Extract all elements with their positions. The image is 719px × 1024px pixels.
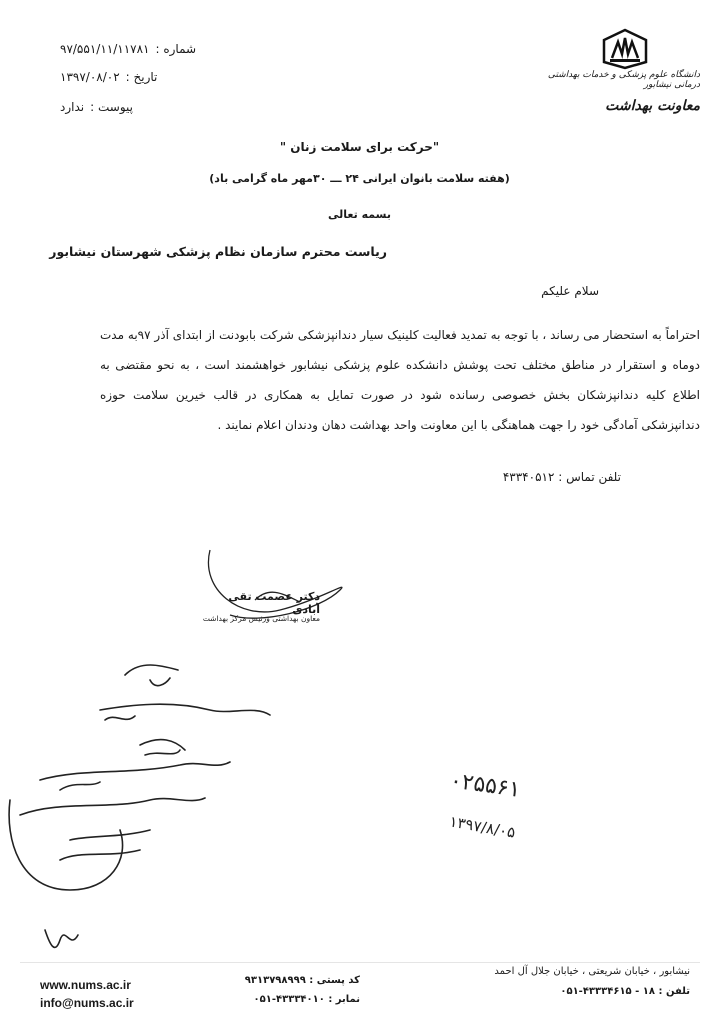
contact-phone: تلفن تماس : ۴۳۳۴۰۵۱۲ <box>502 470 621 484</box>
letter-date-row <box>60 70 250 84</box>
email-link[interactable]: info@nums.ac.ir <box>40 996 134 1010</box>
greeting: سلام علیکم <box>541 284 599 298</box>
footer-phones: تلفن : ۱۸ - ۴۳۳۳۴۶۱۵-۰۵۱ <box>560 986 690 997</box>
attachment-value: ندارد <box>60 100 85 114</box>
number-label: شماره : <box>155 42 197 56</box>
stamp-date: ۱۳۹۷/۸/۰۵ <box>448 812 517 842</box>
number-value: ۹۷/۵۵۱/۱۱/۱۱۷۸۱ <box>60 42 150 56</box>
basmala: بسمه تعالی <box>328 208 391 221</box>
signer-title: معاون بهداشتی ورئیس مرکز بهداشت <box>202 614 320 623</box>
attachment-row <box>60 100 250 114</box>
fax-number: نمابر : ۴۳۳۳۴۰۱۰-۰۵۱ <box>253 994 360 1005</box>
department-name: معاونت بهداشت <box>605 98 700 114</box>
signer-name: دکتر عصمت تقی آبادی <box>228 590 320 616</box>
recipient: ریاست محترم سازمان نظام پزشکی شهرستان نیشابور <box>49 244 387 259</box>
attachment-label: پیوست : <box>90 100 133 114</box>
letter-number-row <box>60 42 250 56</box>
university-logo-icon <box>600 28 650 70</box>
address: نیشابور ، خیابان شریعتی ، خیابان جلال آل احمد <box>494 966 690 977</box>
letter-body: احتراماً به استحضار می رساند ، با توجه به تمدید فعالیت کلینیک سیار دندانپزشکی شرکت بابودنت از ابتدای آذر ۹۷به مدت دوماه و استقرار در مناطق مختلف تحت پوشش دانشکده علوم پزشکی نیشابور خواهشمند است ، به نحو مقتضی به اطلاع کلیه دندانپزشکان بخش خصوصی رسانده شود در صورت تمایل به همکاری در قالب خیرین سلامت حوزه دندانپزشکی آمادگی خود را جهت هماهنگی با این معاونت واحد بهداشت دهان ودندان اعلام نمایند . <box>100 328 700 432</box>
handwritten-note-icon <box>0 650 300 970</box>
website-link[interactable]: www.nums.ac.ir <box>40 978 131 992</box>
stamp-number: ۰۲۵۵۶۱ <box>448 768 523 803</box>
date-label: تاریخ : <box>125 70 158 84</box>
organization-name: دانشگاه علوم پزشکی و خدمات بهداشتی درمانی نیشابور <box>547 70 700 90</box>
postal-code: کد پستی : ۹۳۱۳۷۹۸۹۹۹ <box>244 975 360 986</box>
signature-scribble-icon <box>200 530 360 640</box>
campaign-title: "حرکت برای سلامت زنان " <box>279 140 440 154</box>
week-note: (هفته سلامت بانوان ایرانی ۲۴ ـــ ۳۰مهر ماه گرامی باد) <box>209 172 510 185</box>
registration-stamp <box>400 760 540 860</box>
date-value: ۱۳۹۷/۰۸/۰۲ <box>60 70 120 84</box>
footer-divider <box>20 962 700 963</box>
